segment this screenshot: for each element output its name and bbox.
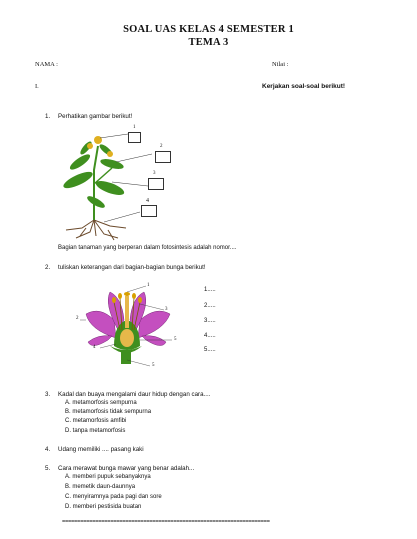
question-5-option-a: A. memberi pupuk sebanyaknya [65, 474, 151, 480]
question-1-number: 1. [45, 113, 51, 120]
flower-label-1: 1 [147, 283, 150, 288]
bottom-divider: ===================================================================== [62, 519, 270, 525]
answer-line-5: 5..... [204, 347, 216, 353]
question-1-text: Perhatikan gambar berikut! [58, 113, 133, 120]
answer-line-3: 3..... [204, 318, 216, 324]
plant-label-4: 4 [146, 198, 149, 204]
question-3-text: Kadal dan buaya mengalami daur hidup dengan cara.... [58, 391, 211, 398]
question-3-option-c: C. metamorfosis amfibi [65, 418, 127, 424]
instruction-text: Kerjakan soal-soal berikut! [262, 83, 346, 90]
question-5-option-d: D. memberi pestisida buatan [65, 504, 142, 510]
nama-label: NAMA : [35, 61, 58, 68]
plant-label-2: 2 [160, 144, 163, 149]
flower-label-4: 4 [93, 345, 96, 350]
nilai-label: Nilai : [272, 61, 289, 68]
flower-label-5a: 5 [174, 337, 177, 342]
question-3-option-b: B. metamorfosis tidak sempurna [65, 409, 152, 415]
answer-line-1: 1..... [204, 287, 216, 293]
label-box-3 [148, 178, 164, 190]
question-2-number: 2. [45, 264, 51, 271]
plant-label-3: 3 [153, 171, 156, 176]
flower-label-2: 2 [76, 316, 79, 321]
label-box-4 [141, 205, 157, 217]
question-1-followup: Bagian tanaman yang berperan dalam fotosintesis adalah nomor.... [58, 245, 237, 251]
question-4-text: Udang memiliki .... pasang kaki [58, 446, 144, 453]
question-5-option-b: B. memetik daun-daunnya [65, 484, 136, 490]
question-3-number: 3. [45, 391, 51, 398]
label-box-2 [155, 151, 171, 163]
plant-label-1: 1 [133, 125, 136, 130]
question-5-text: Cara merawat bunga mawar yang benar adalah... [58, 465, 195, 472]
question-4-number: 4. [45, 446, 51, 453]
plant-diagram [52, 124, 187, 242]
flower-diagram [80, 280, 180, 370]
question-5-option-c: C. menyiramnya pada pagi dan sore [65, 494, 162, 500]
answer-line-2: 2..... [204, 303, 216, 309]
question-3-option-a: A. metamorfosis sempurna [65, 400, 137, 406]
flower-label-5b: 5 [152, 363, 155, 368]
page-subtitle: TEMA 3 [188, 37, 229, 48]
flower-label-3: 3 [165, 307, 168, 312]
answer-line-4: 4..... [204, 333, 216, 339]
question-3-option-d: D. tanpa metamorfosis [65, 428, 126, 434]
question-5-number: 5. [45, 465, 51, 472]
label-box-1 [128, 132, 141, 143]
question-2-text: tuliskan keterangan dari bagian-bagian bunga berikut! [58, 264, 206, 271]
page-title: SOAL UAS KELAS 4 SEMESTER 1 [123, 24, 294, 35]
section-number: I. [35, 83, 39, 90]
